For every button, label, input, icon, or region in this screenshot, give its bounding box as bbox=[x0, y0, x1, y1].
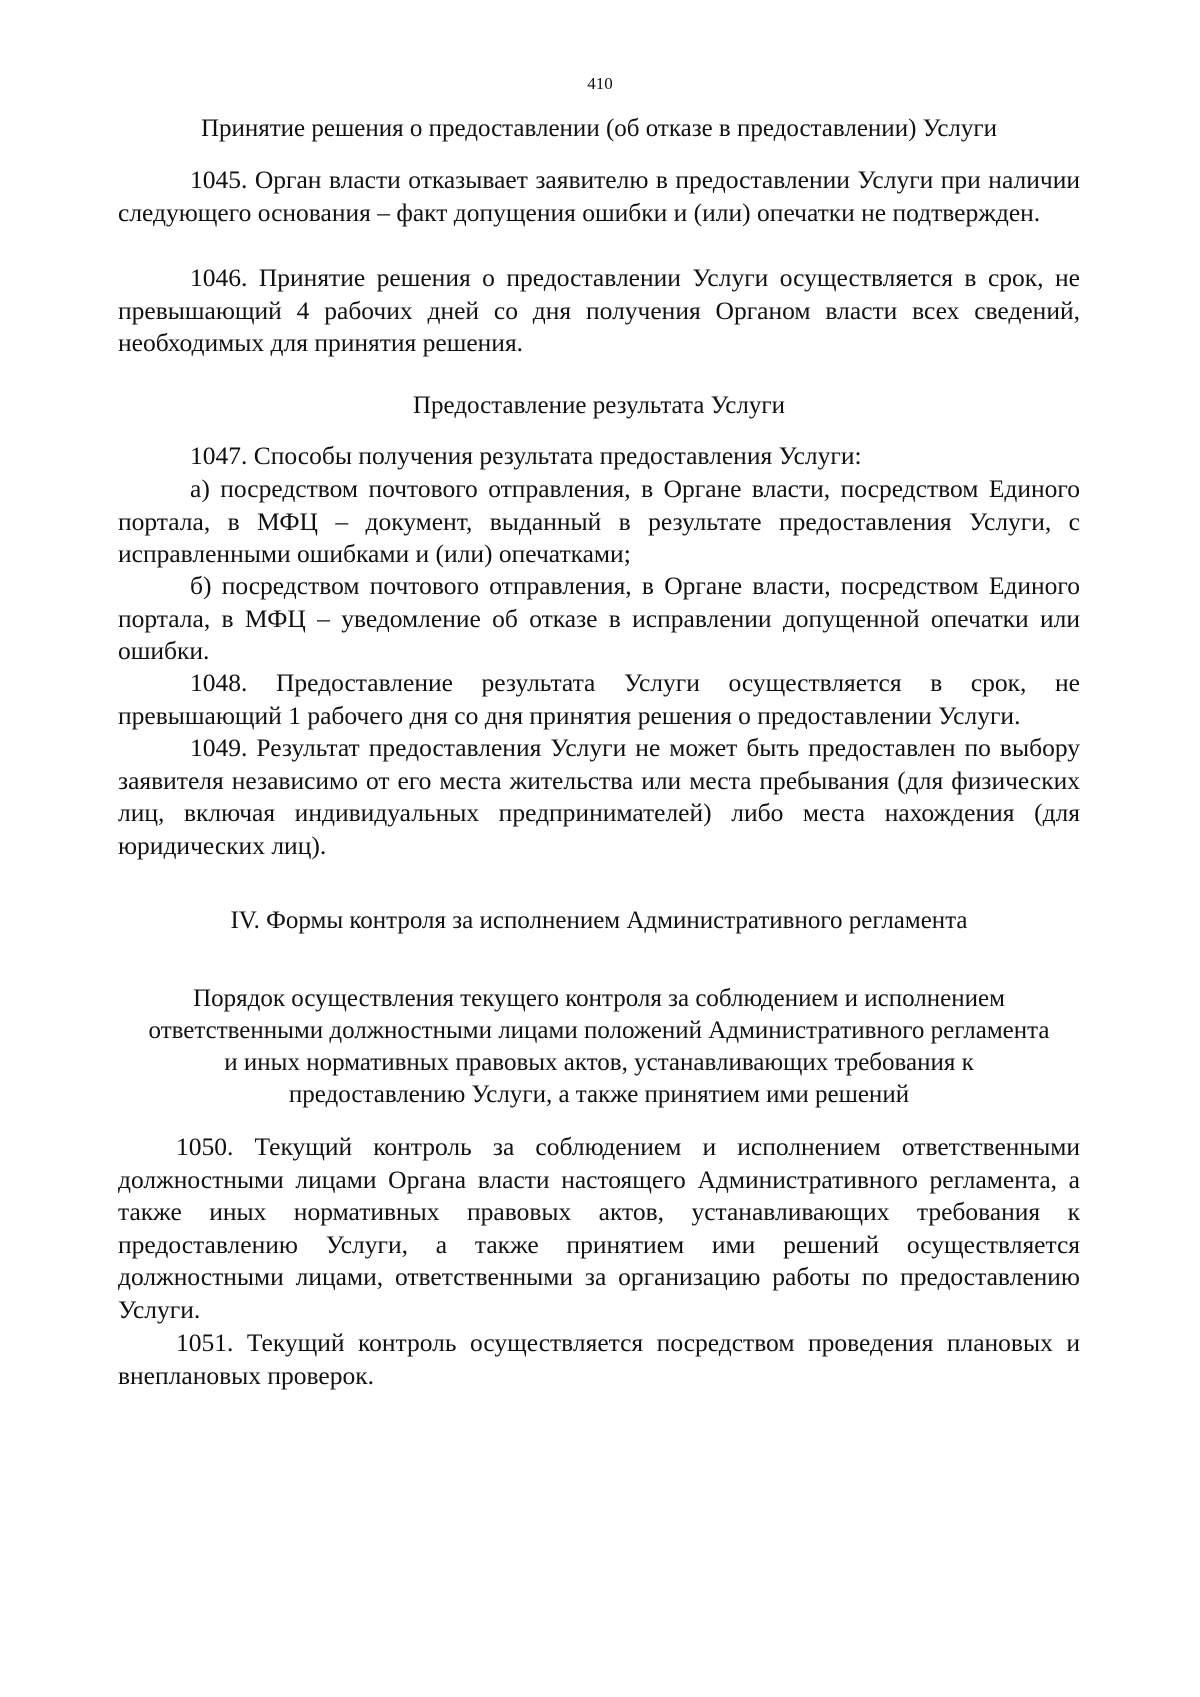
chapter-heading-control: IV. Формы контроля за исполнением Административного регламента bbox=[230, 907, 968, 934]
paragraph-1047-b: б) посредством почтового отправления, в Органе власти, посредством Единого портала, в МФЦ – уведомление об отказе в исправлении допущенной опечатки или ошибки. bbox=[118, 571, 1080, 665]
heading-line: Порядок осуществления текущего контроля за соблюдением и исполнением bbox=[193, 985, 1005, 1012]
heading-line: предоставлению Услуги, а также принятием ими решений bbox=[288, 1081, 910, 1108]
section-heading-decision: Принятие решения о предоставлении (об отказе в предоставлении) Услуги bbox=[200, 115, 998, 142]
paragraph-1048: 1048. Предоставление результата Услуги осуществляется в срок, не превышающий 1 рабочего дня со дня принятия решения о предоставлении Услуги. bbox=[118, 668, 1080, 730]
heading-line: ответственными должностными лицами положений Административного регламента bbox=[148, 1017, 1050, 1044]
section-heading-current-control bbox=[118, 983, 1080, 1111]
paragraph-1047: 1047. Способы получения результата предоставления Услуги: bbox=[190, 441, 862, 470]
section-heading-result: Предоставление результата Услуги bbox=[413, 392, 785, 419]
paragraph-1049: 1049. Результат предоставления Услуги не может быть предоставлен по выбору заявителя независимо от его места жительства или места пребывания (для физических лиц, включая индивидуальных предпринимателей) либо места нахождения (для юридических лиц). bbox=[118, 733, 1080, 860]
paragraph-1050: 1050. Текущий контроль за соблюдением и исполнением ответственными должностными лицами Органа власти настоящего Административного регламента, а также иных нормативных правовых актов, устанавливающих требования к предоставлению Услуги, а также принятием ими решений осуществляется должностными лицами, ответственными за организацию работы по предоставлению Услуги. bbox=[118, 1132, 1080, 1324]
paragraph-1046: 1046. Принятие решения о предоставлении Услуги осуществляется в срок, не превышающий 4 рабочих дней со дня получения Органом власти всех сведений, необходимых для принятия решения. bbox=[118, 263, 1080, 357]
heading-line: и иных нормативных правовых актов, устанавливающих требования к bbox=[224, 1049, 974, 1076]
paragraph-1047-a: а) посредством почтового отправления, в Органе власти, посредством Единого портала, в МФЦ – документ, выданный в результате предоставления Услуги, с исправленными ошибками и (или) опечатками; bbox=[118, 474, 1080, 568]
paragraph-1045: 1045. Орган власти отказывает заявителю в предоставлении Услуги при наличии следующего основания – факт допущения ошибки и (или) опечатки не подтвержден. bbox=[118, 165, 1080, 227]
paragraph-1051: 1051. Текущий контроль осуществляется посредством проведения плановых и внеплановых проверок. bbox=[118, 1328, 1080, 1390]
page-number: 410 bbox=[587, 74, 613, 93]
